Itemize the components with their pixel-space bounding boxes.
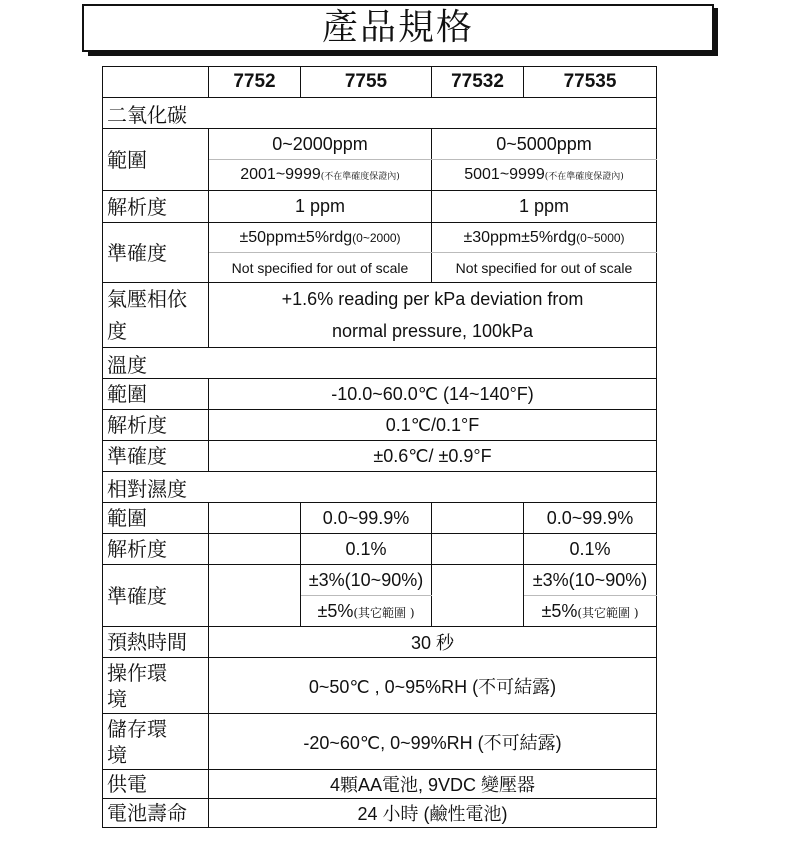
rh-acc-7752 [209, 565, 301, 627]
co2-res-b: 1 ppm [432, 191, 657, 223]
temp-section-label: 溫度 [103, 348, 657, 379]
rh-range-7752 [209, 503, 301, 534]
operating-label-1: 操作環 [107, 660, 167, 685]
rh-acc-7755-other-value: ±5% [317, 600, 354, 621]
rh-range-row [103, 503, 657, 534]
spec-table [102, 66, 657, 828]
rh-section-label: 相對濕度 [103, 472, 657, 503]
rh-range-77532 [432, 503, 524, 534]
temp-acc-value: ±0.6℃/ ±0.9°F [209, 441, 657, 472]
co2-acc-b-range: (0~5000) [576, 230, 625, 245]
rh-res-label: 解析度 [103, 534, 209, 565]
rh-acc-7755-main: ±3%(10~90%) [301, 565, 432, 596]
warmup-value: 30 秒 [209, 627, 657, 658]
header-corner [103, 67, 209, 98]
co2-range-b-main: 0~5000ppm [432, 129, 657, 160]
rh-acc-77535-other-value: ±5% [541, 600, 578, 621]
rh-acc-7755-other [301, 596, 432, 627]
rh-acc-label: 準確度 [103, 565, 209, 627]
co2-range-label: 範圍 [103, 129, 209, 191]
co2-pressure-line-1: +1.6% reading per kPa deviation from [281, 289, 584, 309]
header-model-77535: 77535 [524, 67, 657, 98]
co2-range-b-note: (不在準確度保證內) [544, 172, 624, 182]
rh-acc-77532 [432, 565, 524, 627]
co2-res-label: 解析度 [103, 191, 209, 223]
power-row [103, 770, 657, 799]
co2-pressure-row [103, 283, 657, 348]
storage-label [103, 714, 209, 770]
rh-acc-77535-other-note: (其它範圍 ) [577, 605, 639, 620]
operating-label-2: 境 [107, 686, 127, 711]
co2-acc-a-range: (0~2000) [352, 230, 401, 245]
operating-value: 0~50℃ , 0~95%RH (不可結露) [209, 658, 657, 714]
rh-acc-77535-other [524, 596, 657, 627]
storage-value: -20~60℃, 0~99%RH (不可結露) [209, 714, 657, 770]
co2-section-row [103, 98, 657, 129]
title-box [82, 4, 714, 52]
co2-pressure-label [103, 283, 209, 348]
rh-range-label: 範圍 [103, 503, 209, 534]
co2-acc-label: 準確度 [103, 223, 209, 283]
power-value: 4顆AA電池, 9VDC 變壓器 [209, 770, 657, 799]
co2-range-row-1 [103, 129, 657, 160]
header-model-7755: 7755 [301, 67, 432, 98]
co2-range-a-main: 0~2000ppm [209, 129, 432, 160]
co2-acc-b-main [432, 223, 657, 253]
co2-range-b-ext-value: 5001~9999 [464, 166, 545, 183]
co2-res-a: 1 ppm [209, 191, 432, 223]
rh-res-7755: 0.1% [301, 534, 432, 565]
rh-range-77535: 0.0~99.9% [524, 503, 657, 534]
storage-label-2: 境 [107, 742, 127, 767]
rh-res-77532 [432, 534, 524, 565]
temp-acc-row [103, 441, 657, 472]
co2-section-label: 二氧化碳 [103, 98, 657, 129]
header-model-7752: 7752 [209, 67, 301, 98]
temp-section-row [103, 348, 657, 379]
co2-acc-a-note: Not specified for out of scale [209, 253, 432, 283]
co2-pressure-label-2: 度 [107, 319, 127, 343]
rh-res-row [103, 534, 657, 565]
rh-range-7755: 0.0~99.9% [301, 503, 432, 534]
co2-acc-a-value: ±50ppm±5%rdg [239, 228, 353, 246]
temp-range-row [103, 379, 657, 410]
co2-acc-row-1 [103, 223, 657, 253]
storage-label-1: 儲存環 [107, 716, 167, 741]
co2-acc-a-main [209, 223, 432, 253]
warmup-row [103, 627, 657, 658]
co2-pressure-label-1: 氣壓相依 [107, 287, 187, 311]
rh-acc-77535-main: ±3%(10~90%) [524, 565, 657, 596]
co2-range-a-ext-value: 2001~9999 [240, 166, 321, 183]
co2-pressure-line-2: normal pressure, 100kPa [331, 321, 534, 341]
temp-res-row [103, 410, 657, 441]
temp-res-value: 0.1℃/0.1°F [209, 410, 657, 441]
operating-label [103, 658, 209, 714]
co2-range-a-ext [209, 160, 432, 191]
rh-acc-row-1 [103, 565, 657, 596]
rh-res-7752 [209, 534, 301, 565]
battery-label: 電池壽命 [103, 799, 209, 828]
co2-res-row [103, 191, 657, 223]
rh-acc-7755-other-note: (其它範圍 ) [353, 605, 415, 620]
battery-row [103, 799, 657, 828]
header-row [103, 67, 657, 98]
co2-pressure-value [209, 283, 657, 348]
page-title: 產品規格 [321, 7, 474, 48]
power-label: 供電 [103, 770, 209, 799]
temp-range-label: 範圍 [103, 379, 209, 410]
co2-acc-b-value: ±30ppm±5%rdg [463, 228, 577, 246]
co2-range-b-ext [432, 160, 657, 191]
temp-range-value: -10.0~60.0℃ (14~140°F) [209, 379, 657, 410]
co2-acc-b-note: Not specified for out of scale [432, 253, 657, 283]
operating-row [103, 658, 657, 714]
warmup-label: 預熱時間 [103, 627, 209, 658]
storage-row [103, 714, 657, 770]
co2-range-a-note: (不在準確度保證內) [320, 172, 400, 182]
temp-res-label: 解析度 [103, 410, 209, 441]
temp-acc-label: 準確度 [103, 441, 209, 472]
header-model-77532: 77532 [432, 67, 524, 98]
rh-section-row [103, 472, 657, 503]
rh-res-77535: 0.1% [524, 534, 657, 565]
battery-value: 24 小時 (鹼性電池) [209, 799, 657, 828]
